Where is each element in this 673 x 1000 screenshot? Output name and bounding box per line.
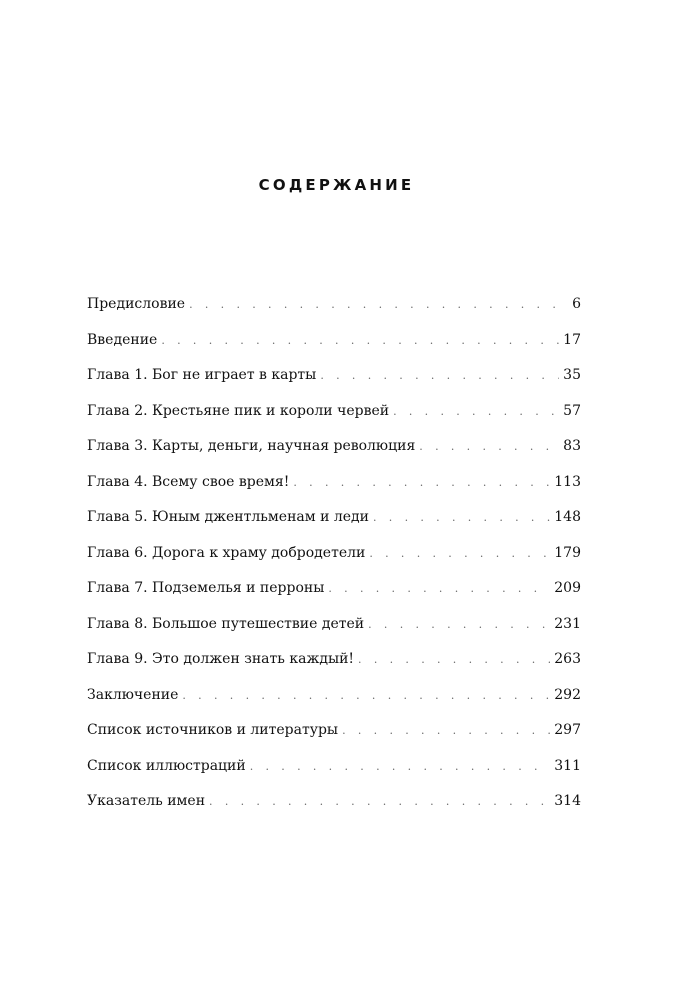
- toc-dot-leader: [373, 508, 550, 528]
- table-of-contents: [87, 294, 581, 827]
- toc-dot-leader: [369, 544, 550, 564]
- toc-dot-leader: [342, 721, 550, 741]
- toc-entry-title: Глава 7. Подземелья и перроны: [87, 580, 325, 596]
- toc-entry-page: 209: [554, 580, 581, 596]
- toc-dot-leader: [368, 615, 550, 635]
- toc-entry-page: 6: [572, 296, 581, 312]
- toc-entry-chapter-1[interactable]: [87, 365, 581, 401]
- toc-entry-introduction[interactable]: [87, 330, 581, 366]
- toc-entry-chapter-7[interactable]: [87, 578, 581, 614]
- toc-entry-chapter-8[interactable]: [87, 614, 581, 650]
- toc-dot-leader: [393, 402, 559, 422]
- toc-entry-title: Список иллюстраций: [87, 757, 246, 774]
- toc-entry-chapter-3[interactable]: [87, 436, 581, 472]
- toc-entry-page: 83: [563, 438, 581, 454]
- toc-entry-page: 263: [554, 651, 581, 667]
- toc-entry-page: 35: [563, 367, 581, 383]
- toc-dot-leader: [358, 650, 550, 670]
- toc-entry-bibliography[interactable]: [87, 720, 581, 756]
- toc-entry-chapter-2[interactable]: [87, 401, 581, 437]
- toc-dot-leader: [182, 686, 550, 706]
- toc-entry-title: Глава 5. Юным джентльменам и леди: [87, 509, 369, 525]
- toc-entry-chapter-6[interactable]: [87, 543, 581, 579]
- toc-entry-title: Предисловие: [87, 296, 186, 312]
- toc-entry-page: 292: [554, 686, 581, 703]
- toc-entry-preface[interactable]: [87, 294, 581, 330]
- toc-entry-page: 297: [554, 722, 581, 738]
- toc-dot-leader: [293, 473, 550, 493]
- toc-entry-title: Глава 1. Бог не играет в карты: [87, 367, 317, 383]
- toc-entry-chapter-9[interactable]: [87, 649, 581, 685]
- toc-entry-title: Глава 4. Всему свое время!: [87, 473, 290, 490]
- toc-dot-leader: [209, 792, 550, 812]
- toc-dot-leader: [250, 757, 551, 777]
- toc-entry-title: Список источников и литературы: [87, 722, 339, 738]
- toc-entry-title: Глава 3. Карты, деньги, научная революция: [87, 438, 416, 454]
- toc-entry-title: Глава 6. Дорога к храму добродетели: [87, 544, 366, 561]
- toc-entry-page: 148: [554, 509, 581, 525]
- toc-entry-title: Глава 2. Крестьяне пик и короли червей: [87, 402, 390, 419]
- toc-entry-name-index[interactable]: [87, 791, 581, 827]
- toc-entry-page: 311: [554, 757, 581, 774]
- toc-entry-page: 231: [554, 615, 581, 632]
- toc-entry-chapter-4[interactable]: [87, 472, 581, 508]
- toc-entry-page: 113: [554, 473, 581, 490]
- toc-dot-leader: [189, 295, 568, 315]
- toc-dot-leader: [161, 331, 559, 351]
- toc-dot-leader: [320, 366, 559, 386]
- toc-entry-title: Заключение: [87, 686, 179, 703]
- toc-entry-title: Глава 9. Это должен знать каждый!: [87, 651, 355, 667]
- toc-dot-leader: [328, 579, 550, 599]
- toc-dot-leader: [419, 437, 559, 457]
- toc-entry-page: 17: [563, 331, 581, 348]
- toc-entry-page: 57: [563, 402, 581, 419]
- page-title: СОДЕРЖАНИЕ: [258, 176, 415, 194]
- toc-entry-title: Глава 8. Большое путешествие детей: [87, 615, 365, 632]
- toc-entry-conclusion[interactable]: [87, 685, 581, 721]
- toc-entry-title: Указатель имен: [87, 793, 206, 809]
- toc-entry-page: 179: [554, 544, 581, 561]
- toc-entry-page: 314: [554, 793, 581, 809]
- toc-entry-title: Введение: [87, 331, 158, 348]
- toc-entry-illustrations[interactable]: [87, 756, 581, 792]
- toc-entry-chapter-5[interactable]: [87, 507, 581, 543]
